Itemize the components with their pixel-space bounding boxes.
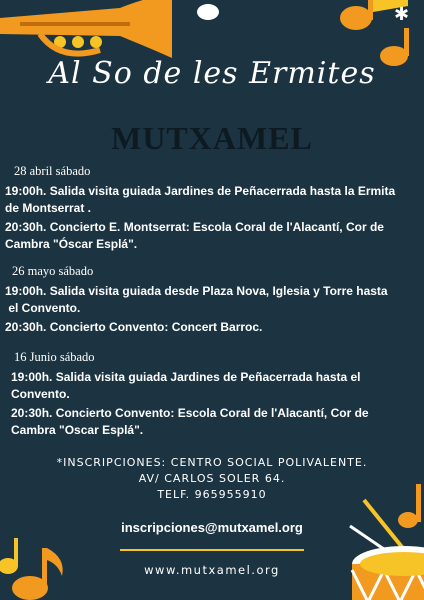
event-date: 28 abril sábado [14, 164, 91, 178]
event-line: 19:00h. Salida visita guiada desde Plaza Nova, Iglesia y Torre hasta [5, 284, 388, 298]
town-title: MUTXAMEL [111, 120, 313, 156]
website-link[interactable]: www.mutxamel.org [144, 563, 280, 577]
event-date: 16 Junio sábado [14, 350, 95, 364]
event-line: 20:30h. Concierto Convento: Escola Coral de l'Alacantí, Cor de [11, 406, 369, 420]
event-line: 19:00h. Salida visita guiada Jardines de Peñacerrada hasta el [11, 370, 361, 384]
event-line: Convento. [11, 387, 70, 401]
email-link[interactable]: inscripciones@mutxamel.org [121, 520, 303, 535]
event-line: 20:30h. Concierto E. Montserrat: Escola Coral de l'Alacantí, Cor de [5, 220, 384, 234]
event-line: de Montserrat . [5, 201, 92, 215]
registration-info: *INSCRIPCIONES: CENTRO SOCIAL POLIVALENTE. [56, 456, 368, 469]
event-line: 19:00h. Salida visita guiada Jardines de Peñacerrada hasta la Ermita [5, 184, 396, 198]
divider [120, 549, 304, 551]
drum-icon [344, 452, 424, 600]
event-date: 26 mayo sábado [12, 264, 94, 278]
event-block [0, 264, 424, 336]
star-icon: ✱ [394, 4, 410, 24]
event-block [0, 350, 424, 439]
event-block [0, 164, 424, 253]
event-line: 20:30h. Concierto Convento: Concert Barroc. [5, 320, 263, 334]
event-line: Cambra "Óscar Esplá". [5, 237, 138, 251]
event-line: Cambra "Oscar Esplá". [11, 423, 144, 437]
music-note-icon [196, 0, 226, 22]
script-title: Al So de les Ermites [48, 56, 376, 91]
event-line: el Convento. [5, 301, 81, 315]
music-note-icon [0, 530, 80, 600]
phone-info: TELF. 965955910 [157, 488, 267, 501]
address-info: AV/ CARLOS SOLER 64. [138, 472, 286, 485]
